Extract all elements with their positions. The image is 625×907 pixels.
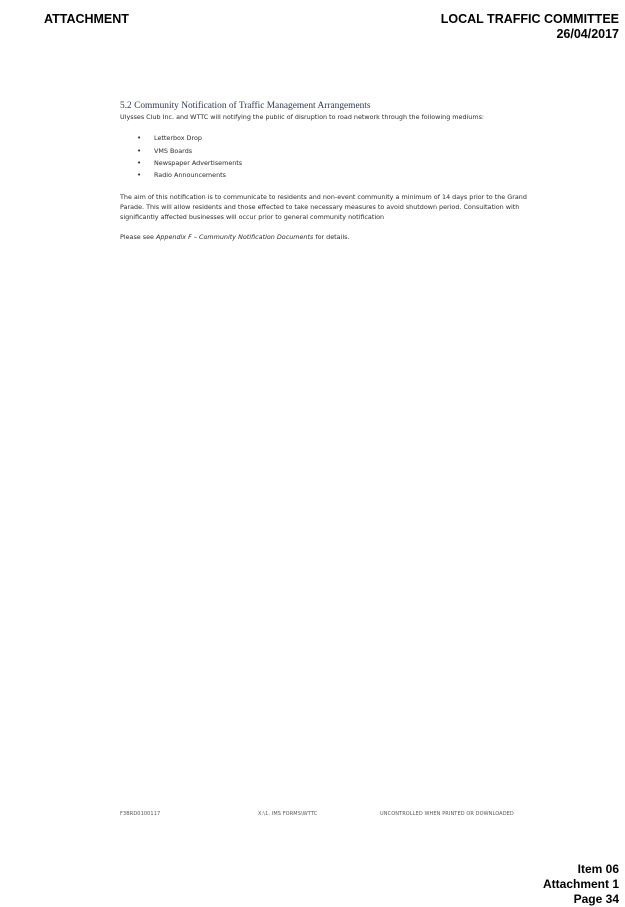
medium-list — [120, 132, 540, 182]
section-heading: 5.2 Community Notification of Traffic Management Arrangements — [120, 101, 371, 111]
bullet-icon: • — [137, 134, 142, 143]
page-number: Page 34 — [573, 892, 619, 906]
header-block — [441, 12, 619, 42]
list-item: • VMS Boards — [137, 145, 540, 157]
intro-paragraph: Ulysses Club Inc. and WTTC will notifying the public of disruption to road network through the following mediums: — [120, 113, 485, 121]
appendix-reference: Appendix F – Community Notification Documents — [156, 233, 314, 242]
bullet-icon: • — [137, 159, 142, 168]
list-item: • Radio Announcements — [137, 169, 540, 181]
list-item: • Letterbox Drop — [137, 132, 540, 144]
meeting-date: 26/04/2017 — [556, 27, 619, 41]
document-body — [120, 101, 540, 243]
committee-title: LOCAL TRAFFIC COMMITTEE — [440, 12, 619, 26]
document-path: X:\1. IMS FORMS\WTTC — [258, 811, 318, 817]
uncontrolled-notice: UNCONTROLLED WHEN PRINTED OR DOWNLOADED — [380, 811, 514, 817]
document-code: F3BRD0100117 — [120, 811, 161, 817]
attachment-number: Attachment 1 — [542, 877, 619, 891]
list-item: • Newspaper Advertisements — [137, 157, 540, 169]
see-appendix-paragraph: Please see Appendix F – Community Notification Documents for details. — [120, 233, 350, 242]
item-number: Item 06 — [577, 862, 619, 876]
attachment-label: ATTACHMENT — [44, 12, 129, 26]
page-info-block — [543, 862, 619, 907]
bullet-icon: • — [137, 146, 142, 155]
bullet-icon: • — [137, 171, 142, 180]
aim-paragraph: The aim of this notification is to communicate to residents and non-event community a minimum of 14 days prior to the Grand Parade. This will allow residents and those effected to take necessary measures to avoid shutdown period. Consultation with significantly affected businesses will occur prior to general community notification — [120, 192, 527, 222]
